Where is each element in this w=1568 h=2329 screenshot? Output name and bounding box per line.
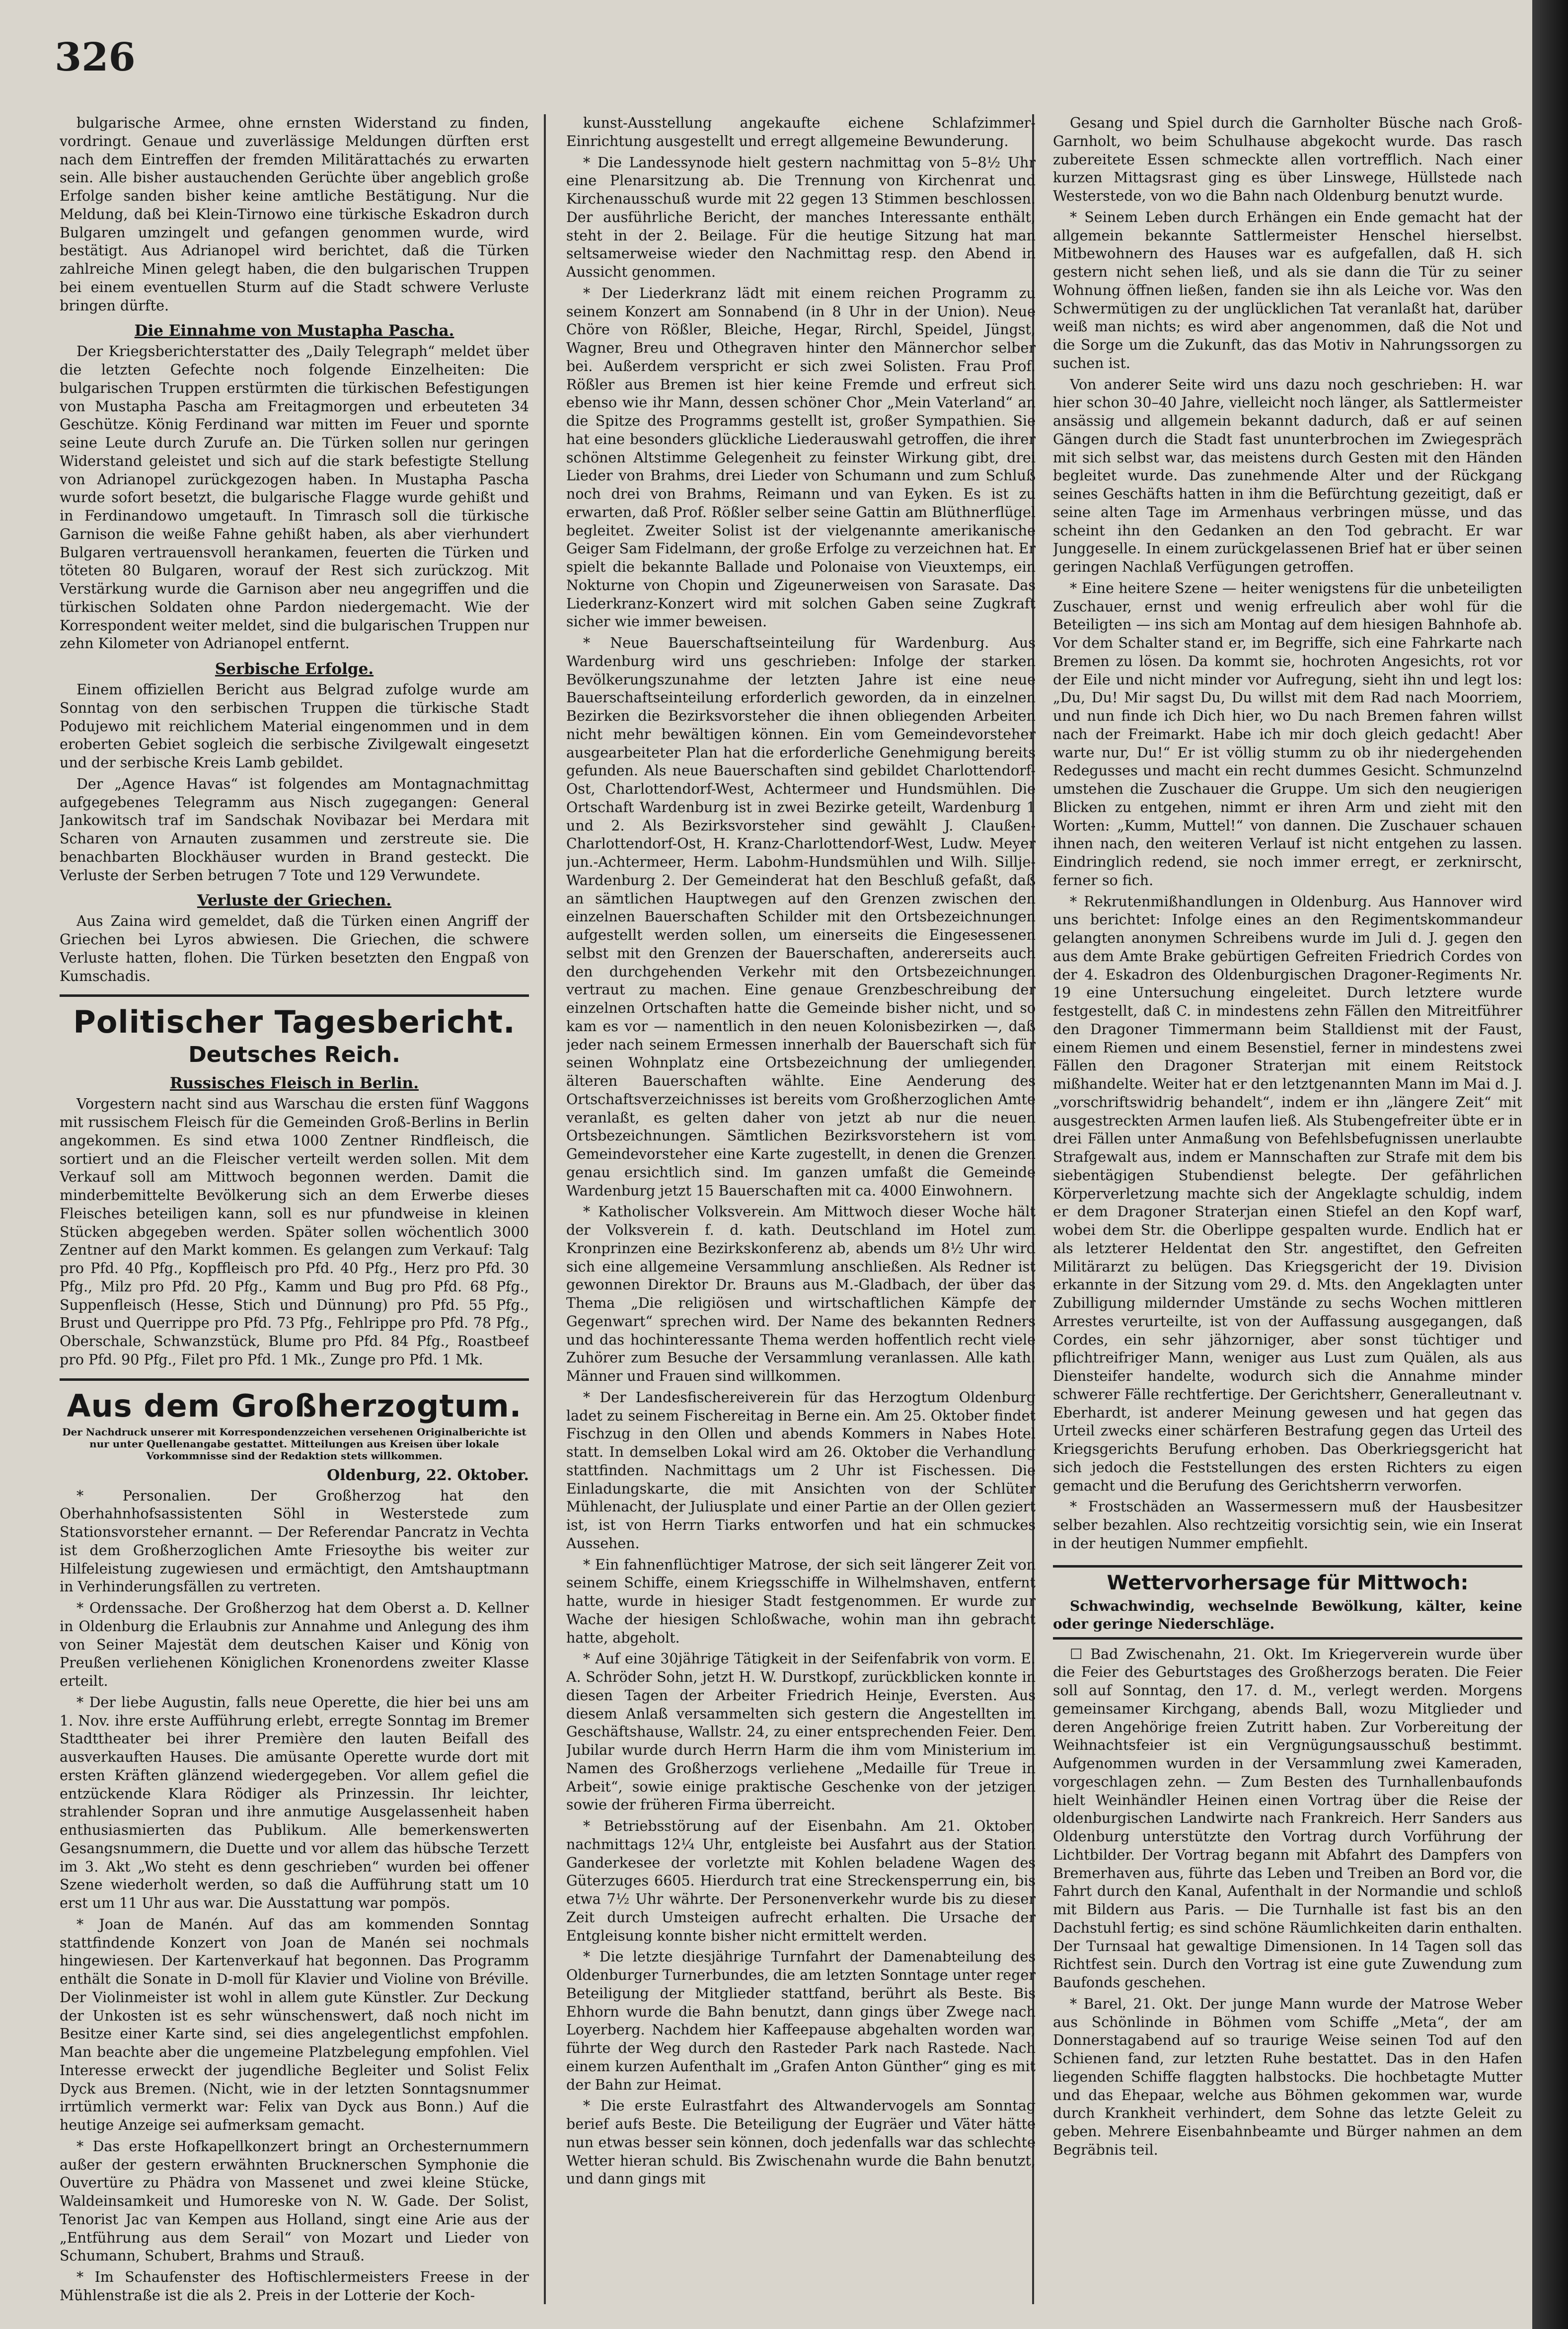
article-paragraph: * Der liebe Augustin, falls neue Operette, die hier bei uns am 1. Nov. ihre erste Aufführung erlebt, erregte Sonntag im Bremer Stadttheater bei ihrer Première den lauten Beifall des ausverkauften Hauses. Die amüsante Operette wurde dort mit ersten Kräften glänzend wiedergegeben. Vor allem gefiel die entzückende Klara Rödiger als Prinzessin. Ihr leichter, strahlender Sopran und ihre anmutige Ausgelassenheit haben enthusiasmierten das Publikum. Alle bemerkenswerten Gesangsnummern, die Duette und vor allem das hübsche Terzett im 3. Akt „Wo steht es denn geschrieben“ wurden bei offener Szene wiederholt werden, so daß die Aufführung statt um 10 erst um 11 Uhr aus war. Die Ausstattung war pompös. xyxy=(60,1694,529,1911)
article-paragraph: * Die letzte diesjährige Turnfahrt der Damenabteilung des Oldenburger Turnerbundes, die am letzten Sonntage unter reger Beteiligung der Mitglieder stattfand, berührt als Beste. Bis Ehhorn wurde die Bahn benutzt, dann gings über Zwege nach Loyerberg. Nachdem hier Kaffeepause abgehalten worden war, führte der Weg durch den Rasteder Park nach Rastede. Nach einem kurzen Aufenthalt im „Grafen Anton Günther“ ging es mit der Bahn zur Heimat. xyxy=(566,1949,1036,2093)
article-paragraph: * Auf eine 30jährige Tätigkeit in der Seifenfabrik von vorm. E. A. Schröder Sohn, jetzt H. W. Durstkopf, zurückblicken konnte in diesen Tagen der Arbeiter Friedrich Heinje, Eversten. Aus diesem Anlaß versammelten sich gestern die Angestellten im Geschäftshause, Wallstr. 24, zu einer entsprechenden Feier. Dem Jubilar wurde durch Herrn Harm die ihm vom Ministerium im Namen des Großherzogs verliehene „Medaille für Treue in Arbeit“, sowie einige praktische Geschenke von der jetzigen sowie der früheren Firma überreicht. xyxy=(566,1651,1036,1813)
section-subheading: Deutsches Reich. xyxy=(188,1042,400,1068)
article-paragraph: * Personalien. Der Großherzog hat den Oberhahnhofsassistenten Söhl in Westerstede zum Stationsvorsteher ernannt. — Der Referendar Pancratz in Vechta ist dem Großherzoglichen Amte Friesoythe bis weiter zur Hilfeleistung zugewiesen und ermächtigt, den Amtshauptmann in Verhinderungsfällen zu vertreten. xyxy=(60,1487,529,1595)
subheading: Serbische Erfolge. xyxy=(215,660,374,678)
article-paragraph: * Joan de Manén. Auf das am kommenden Sonntag stattfindende Konzert von Joan de Manén sei nochmals hingewiesen. Der Kartenverkauf hat begonnen. Das Programm enthält die Sonate in D-moll für Klavier und Violine von Bréville. Der Violinmeister ist wohl in allem gute Künstler. Zur Deckung der Unkosten ist es sehr wünschenswert, daß noch nicht im Besitze einer Karte sind, sei dies angelegentlichst empfohlen. Man beachte aber die ungemeine Platzbelegung empfohlen. Viel Interesse erweckt der jugendliche Begleiter und Solist Felix Dyck aus Bremen. (Nicht, wie in der letzten Sonntagsnummer irrtümlich vermerkt war: Felix van Dyck aus Bonn.) Auf die heutige Anzeige sei aufmerksam gemacht. xyxy=(60,1916,529,2133)
article-paragraph: Gesang und Spiel durch die Garnholter Büsche nach Groß-Garnholt, wo beim Schulhause abgekocht wurde. Das rasch zubereitete Essen schmeckte allen vortrefflich. Nach einer kurzen Mittagsrast ging es über Linswege, Hüllstede nach Westerstede, von wo die Bahn nach Oldenburg benutzt wurde. xyxy=(1053,115,1522,204)
article-paragraph: * Der Landesfischereiverein für das Herzogtum Oldenburg ladet zu seinem Fischereitag in Berne ein. Am 25. Oktober findet Fischzug in den Ollen und abends Kommers in Nabes Hotel statt. In demselben Lokal wird am 26. Oktober die Verhandlung stattfinden. Nachmittags um 2 Uhr ist Fischessen. Die Einladungskarte, die mit Ansichten von der Schlüter Mühlenacht, der Juliusplate und einer Partie an der Ollen geziert ist, ist von Herrn Tiarks entworfen und hat ein schmuckes Aussehen. xyxy=(566,1389,1036,1552)
weather-text: Schwachwindig, wechselnde Bewölkung, kälter, keine oder geringe Niederschläge. xyxy=(1053,1597,1522,1632)
article-paragraph: Aus Zaina wird gemeldet, daß die Türken einen Angriff der Griechen bei Lyros abwiesen. Die Griechen, die schwere Verluste hatten, flohen. Die Türken besetzten den Engpaß von Kumschadis. xyxy=(60,913,529,984)
article-paragraph: * Katholischer Volksverein. Am Mittwoch dieser Woche hält der Volksverein f. d. kath. Deutschland im Hotel zum Kronprinzen eine Bezirkskonferenz ab, abends um 8½ Uhr wird sich eine allgemeine Versammlung anschließen. Als Redner ist gewonnen Direktor Dr. Brauns aus M.-Gladbach, der über das Thema „Die religiösen und wirtschaftlichen Kämpfe der Gegenwart“ sprechen wird. Der Name des bekannten Redners und das hochinteressante Thema werden hoffentlich recht viele Zuhörer zum Besuche der Versammlung veranlassen. Alle kath. Männer und Frauen sind willkommen. xyxy=(566,1203,1036,1384)
weather-title: Wettervorhersage für Mittwoch: xyxy=(1107,1571,1469,1594)
article-paragraph: bulgarische Armee, ohne ernsten Widerstand zu finden, vordringt. Genaue und zuverlässige Meldungen dürften erst nach dem Eintreffen der fremden Militärattachés zu erwarten sein. Alle bisher austauchenden Gerüchte über angeblich große Erfolge sanden bisher keine amtliche Bestätigung. Nur die Meldung, daß bei Klein-Tirnowo eine türkische Eskadron durch Bulgaren umzingelt und gefangen genommen wurde, wird bestätigt. Aus Adrianopel wird berichtet, daß die Türken zahlreiche Minen gelegt haben, die den bulgarischen Truppen bei einem eventuellen Sturm auf die Stadt schwere Verluste bringen dürfte. xyxy=(60,115,529,314)
dateline: Oldenburg, 22. Oktober. xyxy=(327,1466,529,1484)
column-1 xyxy=(60,114,529,2304)
article-paragraph: Vorgestern nacht sind aus Warschau die ersten fünf Waggons mit russischem Fleisch für die Gemeinden Groß-Berlins in Berlin angekommen. Es sind etwa 1000 Zentner Rindfleisch, die sortiert und an die Fleischer verteilt werden sollen. Mit dem Verkauf soll am Mittwoch begonnen werden. Damit die minderbemittelte Bevölkerung sich an dem Erwerbe dieses Fleisches beteiligen kann, soll es nur pfundweise in kleinen Stücken abgegeben werden. Später sollen wöchentlich 3000 Zentner auf den Markt kommen. Es gelangen zum Verkauf: Talg pro Pfd. 40 Pfg., Kopffleisch pro Pfd. 40 Pfg., Herz pro Pfd. 30 Pfg., Milz pro Pfd. 20 Pfg., Kamm und Bug pro Pfd. 68 Pfg., Suppenfleisch (Hesse, Stich und Dünnung) pro Pfd. 55 Pfg., Brust und Querrippe pro Pfd. 73 Pfg., Fehlrippe pro Pfd. 78 Pfg., Oberschale, Schwanzstück, Blume pro Pfd. 84 Pfg., Roastbeef pro Pfd. 90 Pfg., Filet pro Pfd. 1 Mk., Zunge pro Pfd. 1 Mk. xyxy=(60,1096,529,1368)
article-paragraph: * Die Landessynode hielt gestern nachmittag von 5–8½ Uhr eine Plenarsitzung ab. Die Trennung von Kirchenrat und Kirchenausschuß wurde mit 22 gegen 13 Stimmen beschlossen. Der ausführliche Bericht, der manches Interessante enthält, steht in der 2. Beilage. Für die heutige Sitzung hat man seltsamerweise wieder den Nachmittag resp. den Abend in Aussicht genommen. xyxy=(566,154,1036,280)
article-paragraph: Der Kriegsberichterstatter des „Daily Telegraph“ meldet über die letzten Gefechte noch folgende Einzelheiten: Die bulgarischen Truppen erstürmten die türkischen Befestigungen von Mustapha Pascha am Freitagmorgen und erbeuteten 34 Geschütze. König Ferdinand war mitten im Feuer und spornte seine Leute durch Zurufe an. Die Türken sollen nur geringen Widerstand geleistet und sich auf die stark befestigte Stellung von Adrianopel zurückgezogen haben. In Mustapha Pascha wurde sofort besetzt, die bulgarische Flagge wurde gehißt und in Ferdinandowo umgetauft. In Timrasch soll die türkische Garnison die weiße Fahne gehißt haben, als aber vierhundert Bulgaren vertrauensvoll herankamen, feuerten die Türken und töteten 80 Bulgaren, worauf der Rest sich zurückzog. Mit Verstärkung wurde die Garnison aber neu angegriffen und die türkischen Soldaten ohne Pardon niedergemacht. Wie der Korrespondent weiter meldet, sind die bulgarischen Truppen nur zehn Kilometer von Adrianopel entfernt. xyxy=(60,343,529,652)
column-rule xyxy=(544,114,546,2304)
article-paragraph: * Ordenssache. Der Großherzog hat dem Oberst a. D. Kellner in Oldenburg die Erlaubnis zur Annahme und Anlegung des ihm von Seiner Majestät dem deutschen Kaiser und König von Preußen verliehenen Königlichen Kronenordens zweiter Klasse erteilt. xyxy=(60,1600,529,1689)
article-paragraph: * Im Schaufenster des Hoftischlermeisters Freese in der Mühlenstraße ist die als 2. Preis in der Lotterie der Koch- xyxy=(60,2269,529,2304)
column-2 xyxy=(566,114,1036,2304)
column-3 xyxy=(1053,114,1522,2304)
article-paragraph: ☐ Bad Zwischenahn, 21. Okt. Im Kriegerverein wurde über die Feier des Geburtstages des Großherzogs beraten. Die Feier soll auf Sonntag, den 17. d. M., verlegt werden. Morgens gemeinsamer Kirchgang, abends Ball, wozu Mitglieder und deren Angehörige freien Zutritt haben. Zur Vorbereitung der Weihnachtsfeier ist ein Vergnügungsausschuß bestimmt. Aufgenommen wurden in der Versammlung zwei Kameraden, vorgeschlagen zehn. — Zum Besten des Turnhallenbaufonds hielt Weinhändler Heinen einen Vortrag über die Reise der oldenburgischen Landwirte nach Frankreich. Herr Sanders aus Oldenburg unterstützte den Vortrag durch Vorführung der Lichtbilder. Der Vortrag begann mit Abfahrt des Dampfers von Bremerhaven aus, führte das Leben und Treiben an Bord vor, die Fahrt durch den Kanal, Aufenthalt in der Normandie und schloß mit Bildern aus Paris. — Die Turnhalle ist fast bis an den Dachstuhl fertig; es sind schöne Räumlichkeiten darin enthalten. Der Turnsaal hat gewaltige Dimensionen. In 14 Tagen soll das Richtfest sein. Durch den Vortrag ist eine gute Zuwendung zum Baufonds geschehen. xyxy=(1053,1646,1522,1991)
article-paragraph: * Frostschäden an Wassermessern muß der Hausbesitzer selber bezahlen. Also rechtzeitig vorsichtig sein, wie ein Inserat in der heutigen Nummer empfiehlt. xyxy=(1053,1499,1522,1552)
article-paragraph: * Das erste Hofkapellkonzert bringt an Orchesternummern außer der gestern erwähnten Brucknerschen Symphonie die Ouvertüre zu Phädra von Massenet und zwei kleine Stücke, Waldeinsamkeit und Humoreske von N. W. Gade. Der Solist, Tenorist Jac van Kempen aus Holland, singt eine Arie aus der „Entführung aus dem Serail“ von Mozart und Lieder von Schumann, Schubert, Brahms und Strauß. xyxy=(60,2138,529,2264)
section-heading: Aus dem Großherzogtum. xyxy=(60,1378,529,1424)
subheading: Verluste der Griechen. xyxy=(197,892,392,910)
article-paragraph: * Ein fahnenflüchtiger Matrose, der sich seit längerer Zeit von seinem Schiffe, einem Kriegsschiffe in Wilhelmshaven, entfernt hatte, wurde in hiesiger Stadt festgenommen. Er wurde zur Wache der hiesigen Schloßwache, wohin man ihn gebracht hatte, abgeholt. xyxy=(566,1556,1036,1646)
article-paragraph: * Rekrutenmißhandlungen in Oldenburg. Aus Hannover wird uns berichtet: Infolge eines an den Regimentskommandeur gelangten anonymen Schreibens wurde im Juli d. J. gegen den aus dem Amte Brake gebürtigen Gefreiten Friedrich Cordes von der 4. Eskadron des Oldenburgischen Dragoner-Regiments Nr. 19 eine Untersuchung eingeleitet. Durch letztere wurde festgestellt, daß C. in mindestens zehn Fällen den Mitreitführer den Dragoner Timmermann beim Stalldienst mit der Faust, einem Riemen und einem Besenstiel, ferner in mindestens zwei Fällen den Dragoner Straterjan mit einem Reitstock mißhandelte. Weiter hat er den letztgenannten Mann im Mai d. J. „vorschriftswidrig behandelt“, indem er ihn „längere Zeit“ mit ausgestreckten Armen laufen ließ. Als Stubengefreiter übte er in drei Fällen unter Anmaßung von Befehlsbefugnissen unerlaubte Strafgewalt aus, indem er Mannschaften zur Strafe mit dem bis siebentägigen Stubendienst belegte. Der gefährlichen Körperverletzung machte sich der Angeklagte schuldig, indem er dem Dragoner Straterjan einen Stiefel an den Kopf warf, wobei dem Str. die Oberlippe gespalten wurde. Endlich hat er als letzterer Heldentat den Str. angestiftet, den Gefreiten Militärarzt zu belügen. Das Kriegsgericht der 19. Division erkannte in der Sitzung vom 29. d. Mts. den Angeklagten unter Zubilligung mildernder Umstände zu sechs Wochen mittleren Arrestes verurteilte, ist von der Auffassung ausgegangen, daß Cordes, ein sehr jähzorniger, aber sonst tüchtiger und pflichtreifriger Mann, weniger aus Lust zum Quälen, als aus Diensteifer handelte, wodurch sich die Annahme minder schwerer Fälle rechtfertige. Der Gerichtsherr, Generalleutnant v. Eberhardt, ist anderer Meinung gewesen und hat gegen das Urteil zwecks einer schärferen Bestrafung gegen das Urteil des Kriegsgerichts Berufung erhoben. Das Oberkriegsgericht hat sich jedoch die Feststellungen des ersten Richters zu eigen gemacht und die Berufung des Gerichtsherrn verworfen. xyxy=(1053,893,1522,1494)
article-paragraph: * Seinem Leben durch Erhängen ein Ende gemacht hat der allgemein bekannte Sattlermeister Henschel hierselbst. Mitbewohnern des Hauses war es aufgefallen, daß H. sich gestern nicht sehen ließ, und als sie dann die Tür zu seiner Wohnung öffnen ließen, fanden sie ihn als Leiche vor. Was den Schwermütigen zu der unglücklichen Tat veranlaßt hat, darüber weiß man nichts; es wird aber angenommen, daß die Not und die Sorge um die Zukunft, das das Motiv in Nahrungssorgen zu suchen ist. xyxy=(1053,209,1522,372)
reprint-note: Der Nachdruck unserer mit Korrespondenzzeichen versehenen Originalberichte ist nur unter Quellenangabe gestattet. Mitteilungen aus Kreisen über lokale Vorkommnisse sind der Redaktion stets willkommen. xyxy=(62,1426,526,1462)
subheading: Russisches Fleisch in Berlin. xyxy=(169,1074,419,1093)
article-paragraph: * Betriebsstörung auf der Eisenbahn. Am 21. Oktober, nachmittags 12¼ Uhr, entgleiste bei Ausfahrt aus der Station Ganderkesee der vorletzte mit Kohlen beladene Wagen des Güterzuges 6605. Hierdurch trat eine Streckensperrung ein, bis etwa 7½ Uhr währte. Der Personenverkehr wurde bis zu dieser Zeit durch Umsteigen aufrecht erhalten. Die Ursache der Entgleisung konnte bisher nicht ermittelt werden. xyxy=(566,1818,1036,1944)
scan-edge xyxy=(1532,0,1568,2329)
article-paragraph: Von anderer Seite wird uns dazu noch geschrieben: H. war hier schon 30–40 Jahre, vielleicht noch länger, als Sattlermeister ansässig und allgemein bekannt dadurch, daß er auf seinen Gängen durch die Stadt fast ununterbrochen im Zwiegespräch mit sich selbst war, das meistens durch Gesten mit den Händen begleitet wurde. Das zunehmende Alter und der Rückgang seines Geschäfts hatten in ihm die Befürchtung gezeitigt, daß er seine alten Tage im Armenhaus verbringen müsse, und das scheint ihn den Gedanken an den Tod gebracht. Er war Junggeselle. In einem zurückgelassenen Brief hat er über seinen geringen Nachlaß Verfügungen getroffen. xyxy=(1053,376,1522,575)
section-heading: Politischer Tagesbericht. xyxy=(60,994,529,1040)
article-paragraph: * Die erste Eulrastfahrt des Altwandervogels am Sonntag berief aufs Beste. Die Beteiligung der Eugräer und Väter hätte nun etwas besser sein können, doch jedenfalls war das schlechte Wetter hieran schuld. Bis Zwischenahn wurde die Bahn benutzt, und dann gings mit xyxy=(566,2098,1036,2187)
subheading: Die Einnahme von Mustapha Pascha. xyxy=(134,322,454,340)
weather-forecast-box xyxy=(1053,1565,1522,1640)
article-paragraph: * Barel, 21. Okt. Der junge Mann wurde der Matrose Weber aus Schönlinde in Böhmen vom Schiffe „Meta“, der am Donnerstagabend auf so traurige Weise seinen Tod auf den Schienen fand, zur letzten Ruhe bestattet. Das in den Hafen liegenden Schiffe flaggten halbstocks. Die hochbetagte Mutter und das Ehepaar, welche aus Böhmen gekommen war, wurde durch Krankheit verhindert, dem Sohne das letzte Geleit zu geben. Mehrere Eisenbahnbeamte und Bürger nahmen an dem Begräbnis teil. xyxy=(1053,1995,1522,2158)
page-number: 326 xyxy=(55,35,136,80)
article-paragraph: * Der Liederkranz lädt mit einem reichen Programm zu seinem Konzert am Sonnabend (in 8 Uhr in der Union). Neue Chöre von Rößler, Bleiche, Hegar, Rirchl, Speidel, Jüngst, Wagner, Breu und Othegraven hinter den Männerchor selber bei. Außerdem verspricht er sich zwei Solisten. Frau Prof. Rößler aus Bremen ist hier keine Fremde und erfreut sich ebenso wie ihr Mann, dessen schöner Chor „Mein Vaterland“ an die Spitze des Programms gestellt ist, großer Sympathien. Sie hat eine besonders glückliche Liederauswahl getroffen, die ihrer schönen Altstimme Gelegenheit zu feinster Wirkung gibt, drei Lieder von Brahms, drei Lieder von Schumann und zum Schluß noch drei von Brahms, Reimann und van Eyken. Es ist zu erwarten, daß Prof. Rößler selber seine Gattin am Blüthnerflügel begleitet. Zweiter Solist ist der vielgenannte amerikanische Geiger Sam Fidelmann, der große Erfolge zu verzeichnen hat. Er spielt die bekannte Ballade und Polonaise von Vieuxtemps, ein Nokturne von Chopin und Zigeunerweisen von Sarasate. Das Liederkranz-Konzert wird mit solchen Gaben seine Zugkraft sicher wie immer beweisen. xyxy=(566,285,1036,630)
article-paragraph: Einem offiziellen Bericht aus Belgrad zufolge wurde am Sonntag von den serbischen Truppen die türkische Stadt Podujewo mit reichlichem Material eingenommen und in dem eroberten Gebiet sogleich die serbische Zivilgewalt eingesetzt und der serbische Kreis Lamb gebildet. xyxy=(60,681,529,771)
article-paragraph: * Neue Bauerschaftseinteilung für Wardenburg. Aus Wardenburg wird uns geschrieben: Infolge der starken Bevölkerungszunahme der letzten Jahre ist eine neue Bauerschaftseinteilung erforderlich geworden, da in einzelnen Bezirken die Bezirksvorsteher die ihnen obliegenden Arbeiten nicht mehr bewältigen können. Ein vom Gemeindevorsteher ausgearbeiteter Plan hat die erforderliche Genehmigung bereits gefunden. Als neue Bauerschaften sind gebildet Charlottendorf-Ost, Charlottendorf-West, Achtermeer und Hundsmühlen. Die Ortschaft Wardenburg ist in zwei Bezirke geteilt, Wardenburg 1 und 2. Als Bezirksvorsteher sind gewählt J. Claußen-Charlottendorf-Ost, H. Kranz-Charlottendorf-West, Ludw. Meyer jun.-Achtermeer, Herm. Labohm-Hundsmühlen und Wilh. Sillje-Wardenburg 2. Der Gemeinderat hat den Beschluß gefaßt, daß an sämtlichen Hauptwegen auf den Grenzen zwischen den einzelnen Bauerschaften Schilder mit den Ortsbezeichnungen aufgestellt werden sollen, um einerseits die Eingesessenen selbst mit den Grenzen der Bauerschaften, andererseits auch den durchgehenden Verkehr mit den Ortsbezeichnungen vertraut zu machen. Eine genaue Grenzbeschreibung der einzelnen Ortschaften hatte die Gemeinde bisher nicht, und so kam es vor — namentlich in den neuen Kolonisbezirken —, daß jeder nach seinem Ermessen innerhalb der Bauerschaft sich für seinen Wohnplatz eine Ortsbezeichnung der umliegenden älteren Bauerschaften wählte. Eine Aenderung des Ortschaftsverzeichnisses ist bereits vom Großherzoglichen Amte veranlaßt, es gelten daher von jetzt ab nur die neuen Ortsbezeichnungen. Sämtlichen Bezirksvorstehern ist vom Gemeindevorsteher eine Karte zugestellt, in denen die Grenzen genau ersichtlich sind. Im ganzen umfaßt die Gemeinde Wardenburg jetzt 15 Bauerschaften mit ca. 4000 Einwohnern. xyxy=(566,635,1036,1199)
article-paragraph: * Eine heitere Szene — heiter wenigstens für die unbeteiligten Zuschauer, ernst und wenig erfreulich aber wohl für die Beteiligten — ins sich am Montag auf dem hiesigen Bahnhofe ab. Vor dem Schalter stand er, im Begriffe, sich eine Fahrkarte nach Bremen zu lösen. Da kommt sie, hochroten Angesichts, rot vor der Eile und nicht minder vor Aufregung, sieht ihn und legt los: „Du, Du! Mir sagst Du, Du willst mit dem Rad nach Moorriem, und nun finde ich Dich hier, wo Du nach Bremen fahren willst nach der Freimarkt. Habe ich mir doch gleich gedacht! Aber warte nur, Du!“ Er ist völlig stumm zu ob ihr niedergehenden Redegusses und macht ein recht dummes Gesicht. Schmunzelnd umstehen die Zuschauer die Gruppe. Um sich den neugierigen Blicken zu entgehen, nimmt er ihren Arm und zieht mit den Worten: „Kumm, Muttel!“ von dannen. Die Zuschauer schauen ihnen nach, den weiteren Verlauf ist nicht entgehen zu lassen. Eindringlich redend, sie noch immer erregt, er zerknirscht, ferner so fich. xyxy=(1053,580,1522,889)
article-paragraph: Der „Agence Havas“ ist folgendes am Montagnachmittag aufgegebenes Telegramm aus Nisch zugegangen: General Jankowitsch traf im Sandschak Novibazar bei Merdara mit Scharen von Arnauten zusammen und zerstreute sie. Die benachbarten Blockhäuser wurden in Brand gesteckt. Die Verluste der Serben betrugen 7 Tote und 129 Verwundete. xyxy=(60,775,529,884)
article-paragraph: kunst-Ausstellung angekaufte eichene Schlafzimmer-Einrichtung ausgestellt und erregt allgemeine Bewunderung. xyxy=(566,115,1036,150)
